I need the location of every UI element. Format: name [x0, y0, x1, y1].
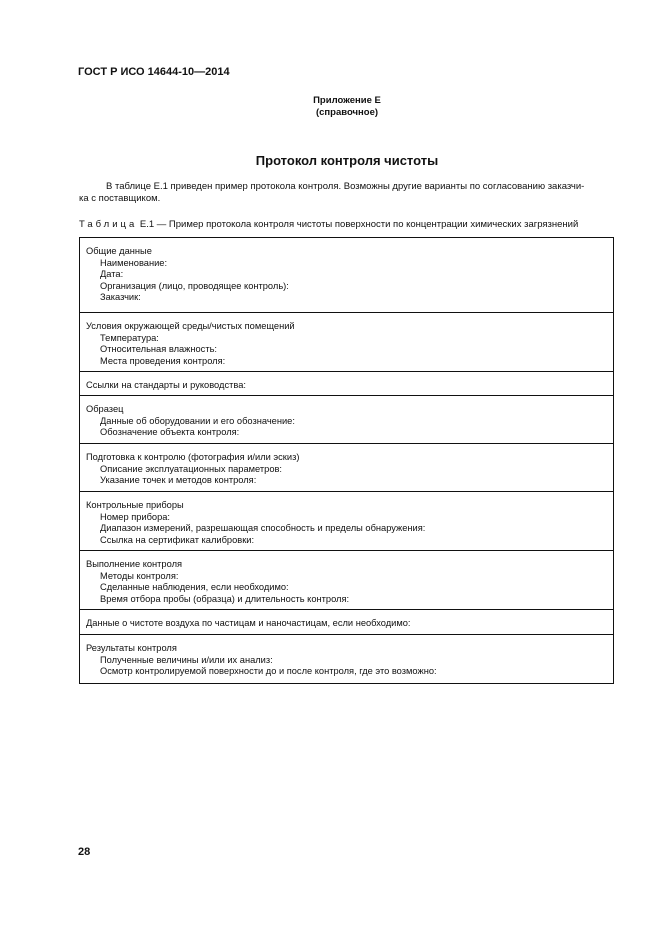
intro-paragraph: [79, 181, 615, 205]
section-execution: [80, 550, 613, 609]
section-item: Полученные величины и/или их анализ:: [100, 654, 273, 665]
section-heading: Общие данные: [86, 246, 152, 256]
page-number: 28: [78, 846, 91, 858]
page-title: Протокол контроля чистоты: [255, 153, 439, 168]
intro-line-2: ка с поставщиком.: [79, 193, 161, 204]
section-item: Ссылка на сертификат калибровки:: [100, 534, 255, 545]
section-heading: Условия окружающей среды/чистых помещений: [86, 321, 295, 331]
section-item: Температура:: [100, 332, 159, 343]
appendix-note: (справочное): [315, 106, 379, 118]
section-instruments: [80, 491, 613, 550]
section-item: Организация (лицо, проводящее контроль):: [100, 280, 289, 291]
section-air-cleanliness: [80, 609, 613, 634]
section-heading: Подготовка к контролю (фотография и/или эскиз): [86, 452, 300, 462]
section-heading: Контрольные приборы: [86, 500, 184, 510]
document-code: ГОСТ Р ИСО 14644-10—2014: [78, 66, 230, 78]
appendix-label: Приложение Е: [313, 95, 381, 106]
section-item: Относительная влажность:: [100, 344, 218, 355]
appendix-heading: [0, 95, 661, 118]
section-item: Номер прибора:: [100, 511, 171, 522]
section-item: Дата:: [100, 269, 124, 280]
section-sample: [80, 395, 613, 443]
table-caption: [79, 219, 578, 230]
section-item: Обозначение объекта контроля:: [100, 427, 240, 438]
section-item: Заказчик:: [100, 292, 141, 303]
section-heading: Образец: [86, 404, 124, 414]
section-heading: Выполнение контроля: [86, 559, 183, 569]
section-item: Осмотр контролируемой поверхности до и после контроля, где это возможно:: [100, 666, 437, 677]
section-item: Наименование:: [100, 257, 168, 268]
section-item: Методы контроля:: [100, 570, 179, 581]
section-heading: Ссылки на стандарты и руководства:: [86, 380, 246, 390]
section-item: Места проведения контроля:: [100, 355, 226, 366]
table-caption-text: Е.1 — Пример протокола контроля чистоты поверхности по концентрации химических загрязнений: [137, 219, 579, 230]
intro-line-1: В таблице Е.1 приведен пример протокола контроля. Возможны другие варианты по согласованию заказчи-: [106, 181, 585, 192]
section-environment: [80, 312, 613, 371]
section-general: [80, 238, 613, 312]
section-item: Описание эксплуатационных параметров:: [100, 463, 283, 474]
section-item: Диапазон измерений, разрешающая способность и пределы обнаружения:: [100, 523, 426, 534]
section-references: [80, 371, 613, 395]
section-item: Данные об оборудовании и его обозначение:: [100, 415, 295, 426]
protocol-table: [79, 237, 614, 684]
section-heading: Результаты контроля: [86, 643, 177, 653]
table-caption-label: Таблица: [79, 219, 138, 230]
section-heading: Данные о чистоте воздуха по частицам и наночастицам, если необходимо:: [86, 618, 411, 628]
section-preparation: [80, 443, 613, 491]
section-results: [80, 634, 613, 683]
section-item: Указание точек и методов контроля:: [100, 475, 257, 486]
section-item: Время отбора пробы (образца) и длительность контроля:: [100, 593, 350, 604]
section-item: Сделанные наблюдения, если необходимо:: [100, 582, 289, 593]
